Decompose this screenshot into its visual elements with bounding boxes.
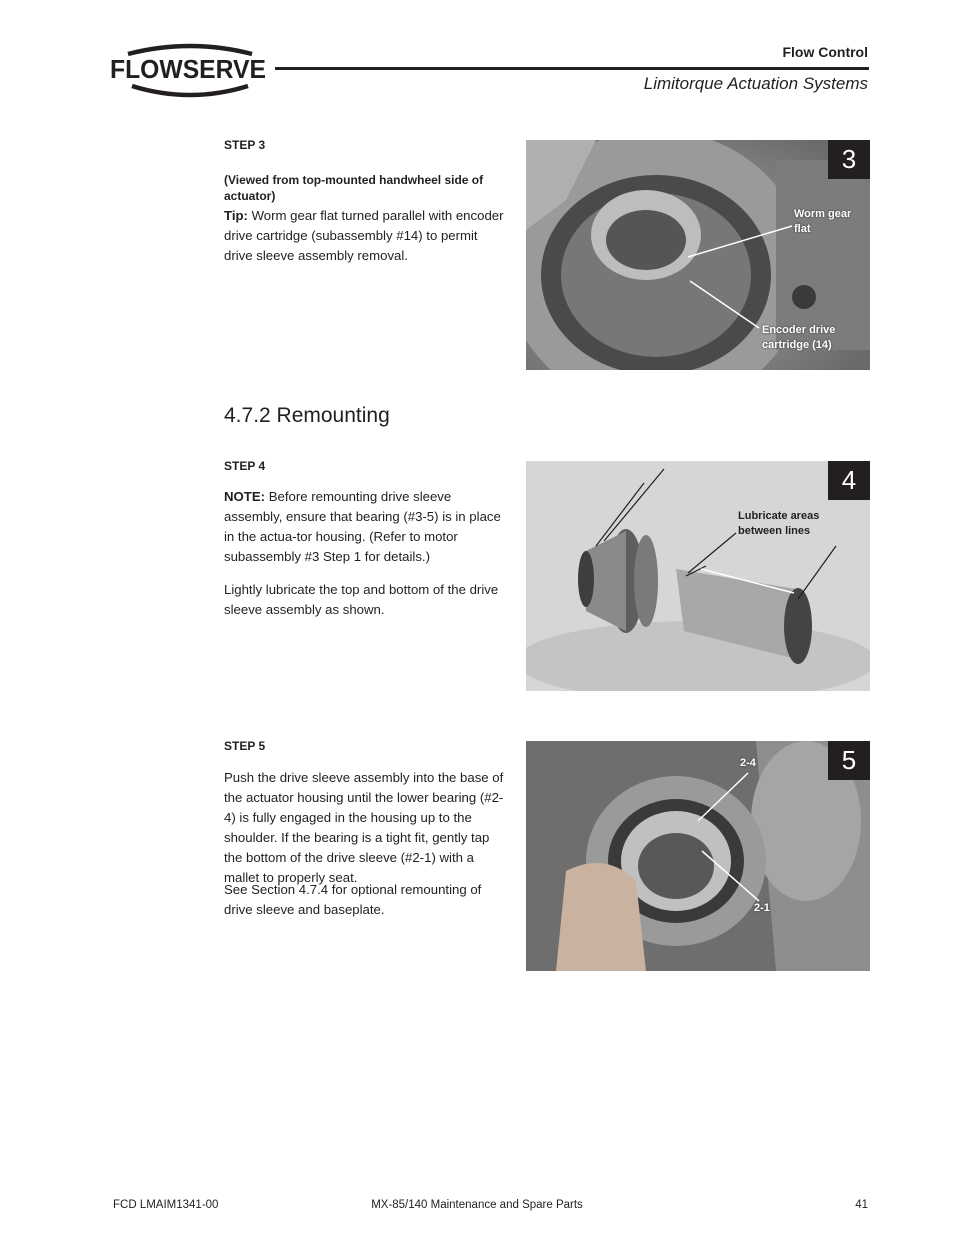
figure-4-illustration bbox=[526, 461, 870, 691]
step-3-subheading: (Viewed from top-mounted handwheel side of actuator) bbox=[224, 173, 484, 203]
figure-5-number: 5 bbox=[828, 741, 870, 780]
figure-5-photo bbox=[526, 741, 870, 971]
section-heading: 4.7.2 Remounting bbox=[224, 404, 390, 427]
tip-text: Worm gear flat turned parallel with encoder drive cartridge (subassembly #14) to permit drive sleeve assembly removal. bbox=[224, 208, 504, 263]
figure-3-callout-worm-gear bbox=[794, 207, 851, 237]
callout-line: between lines bbox=[738, 525, 811, 537]
header-rule bbox=[275, 67, 869, 70]
brand-label: Flow Control bbox=[782, 44, 868, 60]
figure-4-photo bbox=[526, 461, 870, 691]
figure-4-number: 4 bbox=[828, 461, 870, 500]
step-5-title: STEP 5 bbox=[224, 739, 266, 753]
callout-line: cartridge (14) bbox=[762, 339, 832, 351]
callout-line: Encoder drive bbox=[762, 324, 836, 336]
footer-document-code: FCD LMAIM1341-00 bbox=[113, 1199, 219, 1211]
note-text: Before remounting drive sleeve assembly, ensure that bearing (#3-5) is in place in the actua-tor housing. (Refer to motor subassembly #3 Step 1 for details.) bbox=[224, 489, 501, 564]
figure-5-callout-2-4: 2-4 bbox=[740, 757, 756, 769]
step-4-note bbox=[224, 487, 506, 567]
step-3-title: STEP 3 bbox=[224, 138, 266, 152]
figure-5-callout-2-1: 2-1 bbox=[754, 902, 770, 914]
step-5-paragraph-1: Push the drive sleeve assembly into the base of the actuator housing until the lower bearing (#2-4) is fully engaged in the housing up to the shoulder. If the bearing is a tight fit, gently tap the bottom of the drive sleeve (#2-1) with a mallet to properly seat. bbox=[224, 770, 504, 885]
footer-document-title: MX-85/140 Maintenance and Spare Parts bbox=[371, 1199, 583, 1211]
tip-label: Tip: bbox=[224, 208, 248, 223]
figure-4-callout-lubricate bbox=[738, 509, 819, 539]
publication-subtitle: Limitorque Actuation Systems bbox=[643, 74, 868, 93]
flowserve-logo bbox=[110, 40, 270, 102]
figure-5-illustration bbox=[526, 741, 870, 971]
step-3-tip bbox=[224, 206, 506, 266]
callout-line: flat bbox=[794, 223, 811, 235]
step-4-title: STEP 4 bbox=[224, 459, 266, 473]
callout-line: Lubricate areas bbox=[738, 510, 820, 522]
logo-wordmark: FLOWSERVE bbox=[110, 54, 266, 84]
figure-3-photo bbox=[526, 140, 870, 370]
footer-page-number: 41 bbox=[855, 1199, 868, 1211]
figure-3-number: 3 bbox=[828, 140, 870, 179]
step-4-paragraph: Lightly lubricate the top and bottom of the drive sleeve assembly as shown. bbox=[224, 582, 499, 617]
note-label: NOTE: bbox=[224, 489, 266, 504]
callout-line: Worm gear bbox=[794, 208, 852, 220]
step-5-paragraph-2: See Section 4.7.4 for optional remounting of drive sleeve and baseplate. bbox=[224, 882, 482, 917]
figure-3-callout-encoder bbox=[762, 323, 835, 353]
